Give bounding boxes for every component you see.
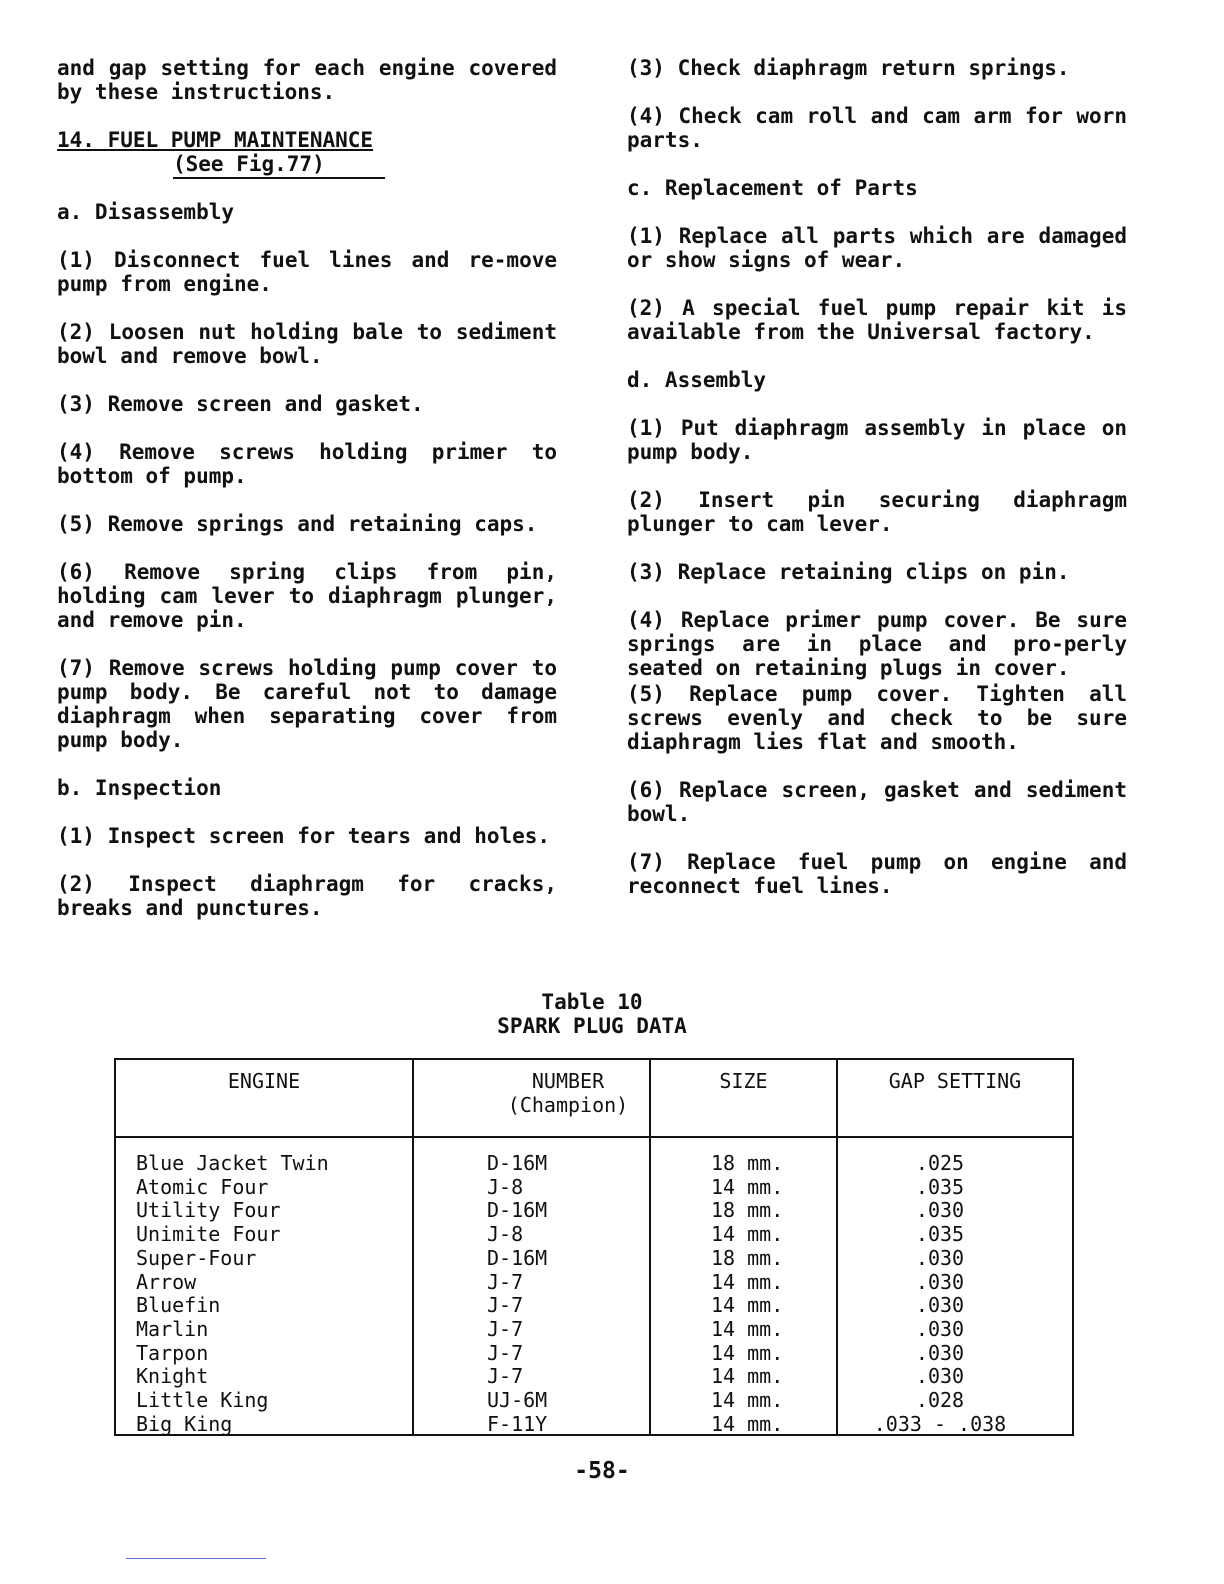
gap-cell: .035 [915,1174,965,1199]
plug-number-cell: D-16M [487,1151,548,1175]
engine-cell: Little King [136,1388,269,1413]
gap-cell: .028 [915,1388,965,1413]
subsection-title-replacement: c. Replacement of Parts [627,176,918,200]
engine-cell: Unimite Four [136,1222,281,1247]
table-number: Table 10 [541,990,643,1014]
engine-cell: Atomic Four [136,1174,269,1199]
gap-cell: .030 [915,1340,965,1365]
size-cell: 18 mm. [711,1151,784,1175]
intro-paragraph: and gap setting for each engine covered by these instructions. [57,56,557,104]
plug-number-cell: J-7 [487,1269,524,1294]
size-cell: 18 mm. [711,1245,784,1270]
assembly-step: (6) Replace screen, gasket and sediment bowl. [627,778,1127,826]
plug-number-cell: J-8 [487,1222,524,1247]
table-body-row [116,1137,1072,1436]
disassembly-step: (7) Remove screws holding pump cover to pump body. Be careful not to damage diaphragm when separating cover from pump body. [57,656,557,752]
table-header-row [116,1060,1072,1137]
right-column [627,56,1127,922]
header-number-label: NUMBER [531,1069,605,1093]
engine-cell: Big King [136,1411,233,1436]
subsection-title-assembly: d. Assembly [627,368,767,392]
gap-cell: .033 - .038 [873,1411,1007,1436]
assembly-step: (5) Replace pump cover. Tighten all screws evenly and check to be sure diaphragm lies flat and smooth. [627,682,1127,754]
subsection-title-inspection: b. Inspection [57,776,222,800]
disassembly-step: (3) Remove screen and gasket. [57,392,424,416]
figure-reference: (See Fig.77) [173,152,385,179]
gap-cell: .030 [915,1293,965,1318]
plug-number-cell: J-7 [487,1364,524,1389]
plug-number-cell: D-16M [487,1198,548,1223]
replacement-step: (1) Replace all parts which are damaged or show signs of wear. [627,224,1127,272]
size-cell: 14 mm. [711,1340,784,1365]
header-size: SIZE [650,1060,837,1137]
assembly-step: (2) Insert pin securing diaphragm plunger to cam lever. [627,488,1127,536]
engine-cell: Blue Jacket Twin [136,1151,329,1175]
size-cell: 14 mm. [711,1388,784,1413]
number-column [413,1137,650,1436]
page-number: -58- [574,1458,630,1484]
engine-cell: Marlin [136,1316,209,1341]
gap-cell: .025 [915,1151,965,1175]
plug-number-cell: J-7 [487,1316,524,1341]
inspection-step: (4) Check cam roll and cam arm for worn parts. [627,104,1127,152]
size-cell: 14 mm. [711,1174,784,1199]
gap-column [837,1137,1072,1436]
gap-cell: .030 [915,1364,965,1389]
engine-cell: Arrow [136,1269,197,1294]
size-cell: 18 mm. [711,1198,784,1223]
inspection-step: (2) Inspect diaphragm for cracks, breaks and punctures. [57,872,557,920]
plug-number-cell: J-8 [487,1174,524,1199]
assembly-step: (1) Put diaphragm assembly in place on pump body. [627,416,1127,464]
disassembly-step: (5) Remove springs and retaining caps. [57,512,538,536]
spark-plug-table [114,1058,1074,1436]
footer-rule [126,1558,266,1559]
size-cell: 14 mm. [711,1364,784,1389]
header-engine: ENGINE [116,1060,413,1137]
inspection-step: (1) Inspect screen for tears and holes. [57,824,551,848]
disassembly-step: (4) Remove screws holding primer to bottom of pump. [57,440,557,488]
engine-cell: Knight [136,1364,209,1389]
inspection-step: (3) Check diaphragm return springs. [627,56,1070,80]
engine-cell: Tarpon [136,1340,209,1365]
section-heading [57,128,557,176]
plug-number-cell: J-7 [487,1340,524,1365]
assembly-step: (7) Replace fuel pump on engine and reconnect fuel lines. [627,850,1127,898]
gap-cell: .035 [915,1222,965,1247]
table-title: SPARK PLUG DATA [497,1014,687,1038]
disassembly-step: (2) Loosen nut holding bale to sediment bowl and remove bowl. [57,320,557,368]
size-cell: 14 mm. [711,1411,784,1436]
gap-cell: .030 [915,1269,965,1294]
size-cell: 14 mm. [711,1222,784,1247]
replacement-step: (2) A special fuel pump repair kit is available from the Universal factory. [627,296,1127,344]
header-number [413,1060,650,1137]
gap-cell: .030 [915,1198,965,1223]
plug-number-cell: J-7 [487,1293,524,1318]
size-cell: 14 mm. [711,1269,784,1294]
plug-number-cell: UJ-6M [487,1388,548,1413]
size-cell: 14 mm. [711,1293,784,1318]
table-caption [0,990,1184,1038]
plug-number-cell: D-16M [487,1245,548,1270]
engine-cell: Super-Four [136,1245,257,1270]
left-column [57,56,557,944]
size-cell: 14 mm. [711,1316,784,1341]
header-gap-setting: GAP SETTING [837,1060,1072,1137]
assembly-step: (3) Replace retaining clips on pin. [627,560,1070,584]
engine-cell: Bluefin [136,1293,221,1318]
gap-cell: .030 [915,1245,965,1270]
subsection-title-disassembly: a. Disassembly [57,200,235,224]
plug-number-cell: F-11Y [487,1411,548,1436]
disassembly-step: (6) Remove spring clips from pin, holding cam lever to diaphragm plunger, and remove pin. [57,560,557,632]
gap-cell: .030 [915,1316,965,1341]
header-number-sub: (Champion) [507,1092,629,1117]
assembly-step: (4) Replace primer pump cover. Be sure springs are in place and pro-perly seated on retaining plugs in cover. [627,608,1127,680]
engine-cell: Utility Four [136,1198,281,1223]
engine-column [116,1137,413,1436]
section-title: 14. FUEL PUMP MAINTENANCE [57,128,374,152]
disassembly-step: (1) Disconnect fuel lines and re-move pump from engine. [57,248,557,296]
size-column [650,1137,837,1436]
